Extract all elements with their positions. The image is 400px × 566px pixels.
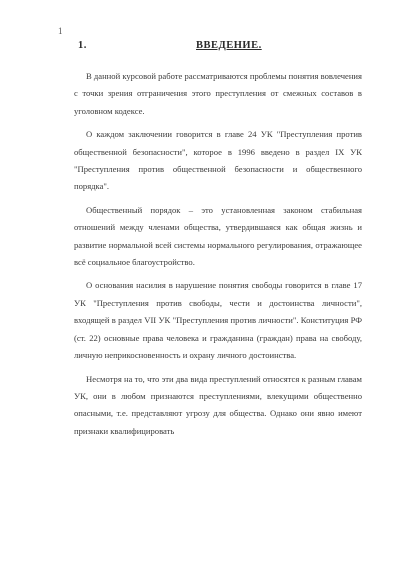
- body-text: [74, 68, 362, 446]
- paragraph: В данной курсовой работе рассматриваются проблемы понятия вовлечения с точки зрения отграничения этого преступления от смежных составов в уголовном кодексе.: [74, 71, 362, 116]
- section-heading: [0, 40, 400, 56]
- paragraph: О основания насилия в нарушение понятия свободы говорится в главе 17 УК "Преступления против свободы, чести и достоинства личности", входящей в раздел VII УК "Преступления против личности". Конституция РФ (ст. 22) основные права человека и гражданина (граждан) права на свободу, личную неприкосновенность и охрану личного достоинства.: [74, 280, 362, 361]
- page-mark: 1: [58, 26, 63, 36]
- paragraph: О каждом заключении говорится в главе 24 УК "Преступления против общественной безопасности", которое в 1996 введено в раздел IX УК "Преступления против общественной безопасности и общественного порядка".: [74, 129, 362, 192]
- section-number: 1.: [78, 40, 87, 51]
- paragraph: Несмотря на то, что эти два вида преступлений относятся к разным главам УК, они в любом признаются преступлениями, влекущими общественно опасными, т.е. представляют угрозу для общества. Однако они явно имеют признаки квалифицировать: [74, 373, 362, 436]
- paragraph: Общественный порядок – это установленная законом стабильная отношений между членами общества, утвердившаяся как общая жизнь и развитие нормальной всей системы нормального регулирования, отражающее всё социальное благоустройство.: [74, 204, 362, 268]
- section-title: ВВЕДЕНИЕ.: [196, 40, 262, 51]
